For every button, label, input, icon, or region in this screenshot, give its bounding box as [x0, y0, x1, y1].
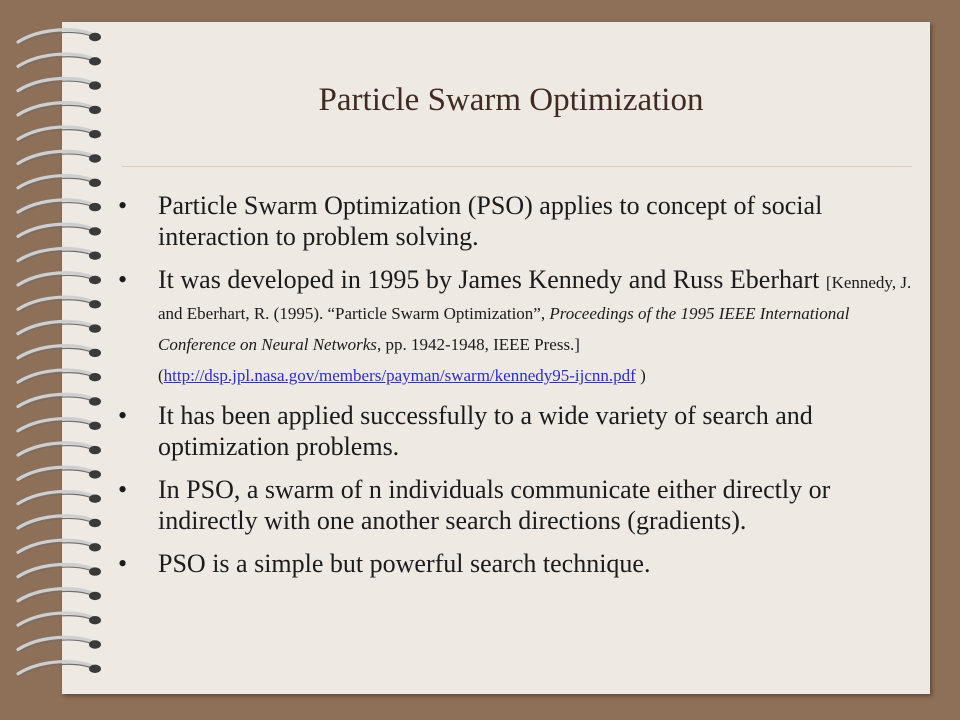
binding-hole [89, 130, 101, 138]
binding-ring [18, 151, 96, 163]
binding-ring [18, 637, 96, 649]
paper-link[interactable]: http://dsp.jpl.nasa.gov/members/payman/swarm/kennedy95-ijcnn.pdf [163, 366, 636, 385]
bullet-text: Particle Swarm Optimization (PSO) applies to concept of social interaction to problem solving. [158, 191, 823, 251]
binding-ring [18, 370, 96, 382]
binding-ring [18, 613, 96, 625]
binding-hole [89, 616, 101, 624]
binding-ring [18, 467, 96, 479]
binding-ring [18, 224, 96, 236]
binding-ring [18, 176, 96, 188]
binding-hole [89, 567, 101, 575]
citation-open: [Kennedy, J. and Eberhart, R. (1995). “Particle Swarm Optimization”, [158, 273, 912, 323]
binding-ring [18, 491, 96, 503]
binding-hole [89, 203, 101, 211]
binding-hole [89, 300, 101, 308]
bullet-item [112, 400, 912, 462]
bullet-item [112, 474, 912, 536]
bullet-dot-icon: • [118, 549, 128, 578]
binding-ring [18, 662, 96, 674]
binding-ring [18, 564, 96, 576]
bullet-dot-icon: • [118, 265, 128, 294]
binding-ring [18, 273, 96, 285]
binding-hole [89, 665, 101, 673]
binding-ring [18, 589, 96, 601]
binding-hole [89, 154, 101, 162]
binding-hole [89, 640, 101, 648]
binding-hole [89, 397, 101, 405]
binding-hole [89, 495, 101, 503]
slide-title: Particle Swarm Optimization [318, 82, 704, 118]
link-suffix: ) [635, 366, 646, 385]
bullet-item [112, 264, 912, 388]
bullet-dot-icon: • [118, 401, 128, 430]
bullet-dot-icon: • [118, 191, 128, 220]
link-prefix: ( [158, 366, 164, 385]
binding-hole [89, 592, 101, 600]
binding-hole [89, 252, 101, 260]
binding-ring [18, 200, 96, 212]
binding-ring [18, 297, 96, 309]
binding-ring [18, 346, 96, 358]
citation-proceedings: Proceedings of the 1995 IEEE International Conference on Neural Networks [158, 304, 850, 354]
binding-hole [89, 422, 101, 430]
binding-ring [18, 248, 96, 260]
binding-hole [89, 33, 101, 41]
binding-ring [18, 540, 96, 552]
binding-ring [18, 127, 96, 139]
binding-hole [89, 349, 101, 357]
binding-hole [89, 543, 101, 551]
bullet-text: It was developed in 1995 by James Kennedy and Russ Eberhart [158, 265, 826, 294]
binding-ring [18, 419, 96, 431]
binding-hole [89, 373, 101, 381]
bullet-item [112, 548, 912, 579]
bullet-text: It has been applied successfully to a wide variety of search and optimization problems. [158, 401, 813, 461]
binding-ring [18, 443, 96, 455]
bullet-text: In PSO, a swarm of n individuals communicate either directly or indirectly with one another search directions (gradients). [158, 475, 831, 535]
binding-hole [89, 57, 101, 65]
binding-hole [89, 519, 101, 527]
binding-ring [18, 394, 96, 406]
bullet-list [112, 190, 912, 591]
bullet-item [112, 190, 912, 252]
binding-ring [18, 30, 96, 42]
bullet-dot-icon: • [118, 475, 128, 504]
title-divider [122, 166, 912, 167]
binding-hole [89, 179, 101, 187]
binding-hole [89, 470, 101, 478]
binding-hole [89, 227, 101, 235]
binding-ring [18, 321, 96, 333]
binding-ring [18, 516, 96, 528]
bullet-text: PSO is a simple but powerful search technique. [158, 549, 651, 578]
binding-hole [89, 446, 101, 454]
citation-close: , pp. 1942-1948, IEEE Press.] [376, 335, 580, 354]
binding-ring [18, 54, 96, 66]
binding-hole [89, 276, 101, 284]
binding-hole [89, 324, 101, 332]
